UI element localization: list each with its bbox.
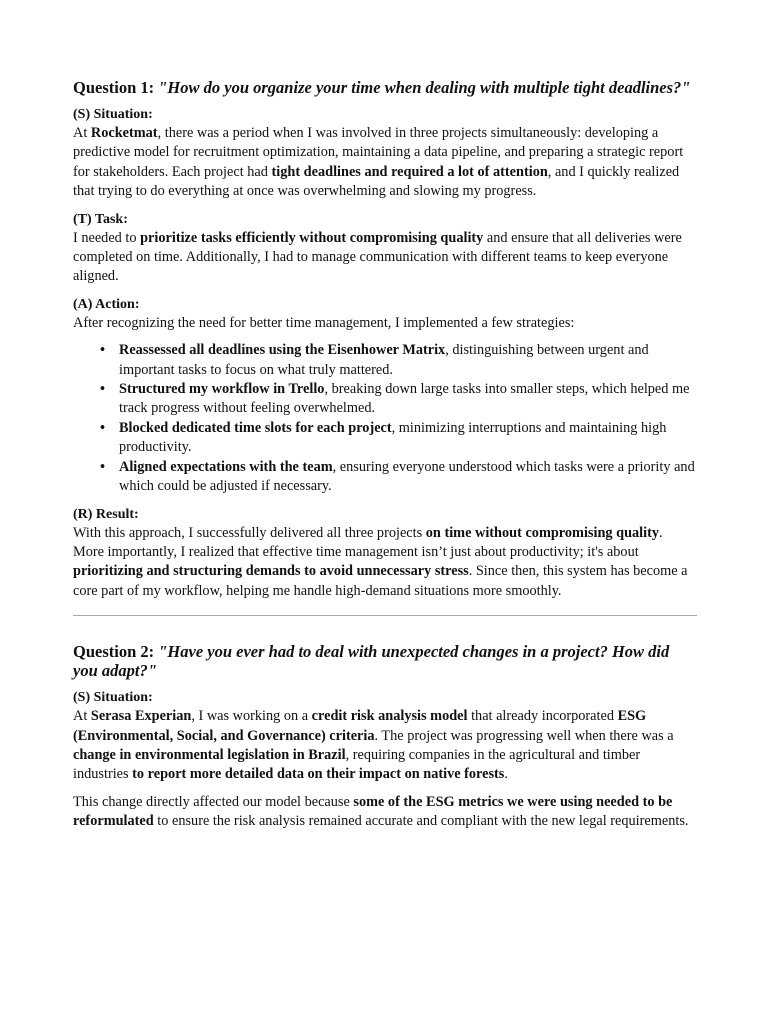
text-span: , minimizing interruptions and maintaining high productivity.	[119, 419, 667, 456]
q1-action-intro: After recognizing the need for better time management, I implemented a few strategies:	[73, 314, 575, 331]
text-span: , breaking down large tasks into smaller steps, which helped me track progress without feeling overwhelmed.	[119, 381, 690, 417]
emphasis: Reassessed all deadlines using the Eisenhower Matrix	[119, 342, 446, 359]
text-span: At	[73, 125, 91, 141]
question-2-text: "Have you ever had to deal with unexpected changes in a project? How did you adapt?"	[73, 642, 670, 681]
emphasis: ESG (Environmental, Social, and Governance) criteria	[73, 708, 647, 744]
emphasis: Aligned expectations with the team	[119, 458, 333, 475]
text-span: that already incorporated	[467, 708, 618, 725]
text-span: . Since then, this system has become a core part of my workflow, helping me handle high-demand situations more smoothly.	[73, 563, 688, 599]
text-span: , requiring companies in the agricultural and timber industries	[73, 746, 641, 783]
q1-action-label: (A) Action:	[73, 296, 140, 312]
question-1-text: "How do you organize your time when dealing with multiple tight deadlines?"	[158, 78, 691, 97]
emphasis: Blocked dedicated time slots for each project	[119, 419, 392, 436]
q2-situation-paragraph	[73, 707, 697, 785]
list-item	[119, 380, 697, 419]
company-name: Serasa Experian	[90, 708, 192, 725]
question-1-heading	[73, 78, 697, 97]
emphasis: tight deadlines and required a lot of attention	[271, 163, 548, 180]
q2-situation-label: (S) Situation:	[73, 690, 153, 706]
question-2-section	[73, 642, 697, 831]
q1-situation-label: (S) Situation:	[73, 107, 153, 122]
q1-task-paragraph	[73, 229, 697, 287]
text-span: , ensuring everyone understood which tasks were a priority and which could be adjusted if necessary.	[119, 458, 695, 495]
list-item	[119, 341, 697, 380]
text-span: I needed to	[73, 229, 141, 246]
section-divider	[73, 615, 697, 616]
text-span: . The project was progressing well when there was a	[374, 727, 674, 744]
q1-task-label: (T) Task:	[73, 211, 128, 227]
text-span: and ensure that all deliveries were completed on time. Additionally, I had to manage communication with different teams to keep everyone aligned.	[73, 229, 682, 285]
text-span: to ensure the risk analysis remained accurate and compliant with the new legal requirements.	[153, 813, 689, 830]
question-2-number: Question 2:	[73, 642, 159, 662]
text-span: . More importantly, I realized that effective time management isn’t just about productivity; it's about	[73, 524, 663, 560]
q1-action-list	[73, 341, 697, 496]
company-name: Rocketmat	[90, 125, 158, 141]
emphasis: prioritizing and structuring demands to avoid unnecessary stress	[73, 563, 469, 580]
text-span: , there was a period when I was involved in three projects simultaneously: developing a predictive model for recruitment optimization, maintaining a data pipeline, and preparing a strategic report for stakeholders. Each project had	[73, 125, 684, 180]
emphasis: on time without compromising quality	[425, 524, 660, 541]
text-span: , and I quickly realized that trying to do everything at once was overwhelming and slowing my progress.	[73, 163, 680, 200]
emphasis: change in environmental legislation in Brazil	[73, 746, 346, 763]
question-1-section	[73, 78, 697, 601]
text-span: .	[504, 766, 508, 783]
text-span: At	[73, 708, 91, 725]
document-page	[73, 78, 697, 840]
emphasis: credit risk analysis model	[311, 708, 468, 725]
emphasis: prioritize tasks efficiently without compromising quality	[140, 229, 484, 246]
text-span: This change directly affected our model because	[73, 793, 354, 810]
question-1-number: Question 1:	[73, 78, 159, 97]
text-span: With this approach, I successfully delivered all three projects	[73, 524, 426, 541]
question-2-heading	[73, 642, 697, 680]
emphasis: to report more detailed data on their impact on native forests	[132, 766, 505, 783]
list-item	[119, 458, 697, 497]
q1-result-label: (R) Result:	[73, 506, 139, 522]
q1-situation-paragraph	[73, 124, 697, 202]
text-span: , distinguishing between urgent and important tasks to focus on what truly mattered.	[119, 342, 649, 378]
q1-result-paragraph	[73, 524, 697, 602]
emphasis: Structured my workflow in Trello	[119, 381, 325, 398]
emphasis: some of the ESG metrics we were using needed to be reformulated	[73, 793, 673, 830]
q2-situation-paragraph-2	[73, 793, 697, 832]
text-span: , I was working on a	[191, 708, 312, 725]
list-item	[119, 419, 697, 458]
